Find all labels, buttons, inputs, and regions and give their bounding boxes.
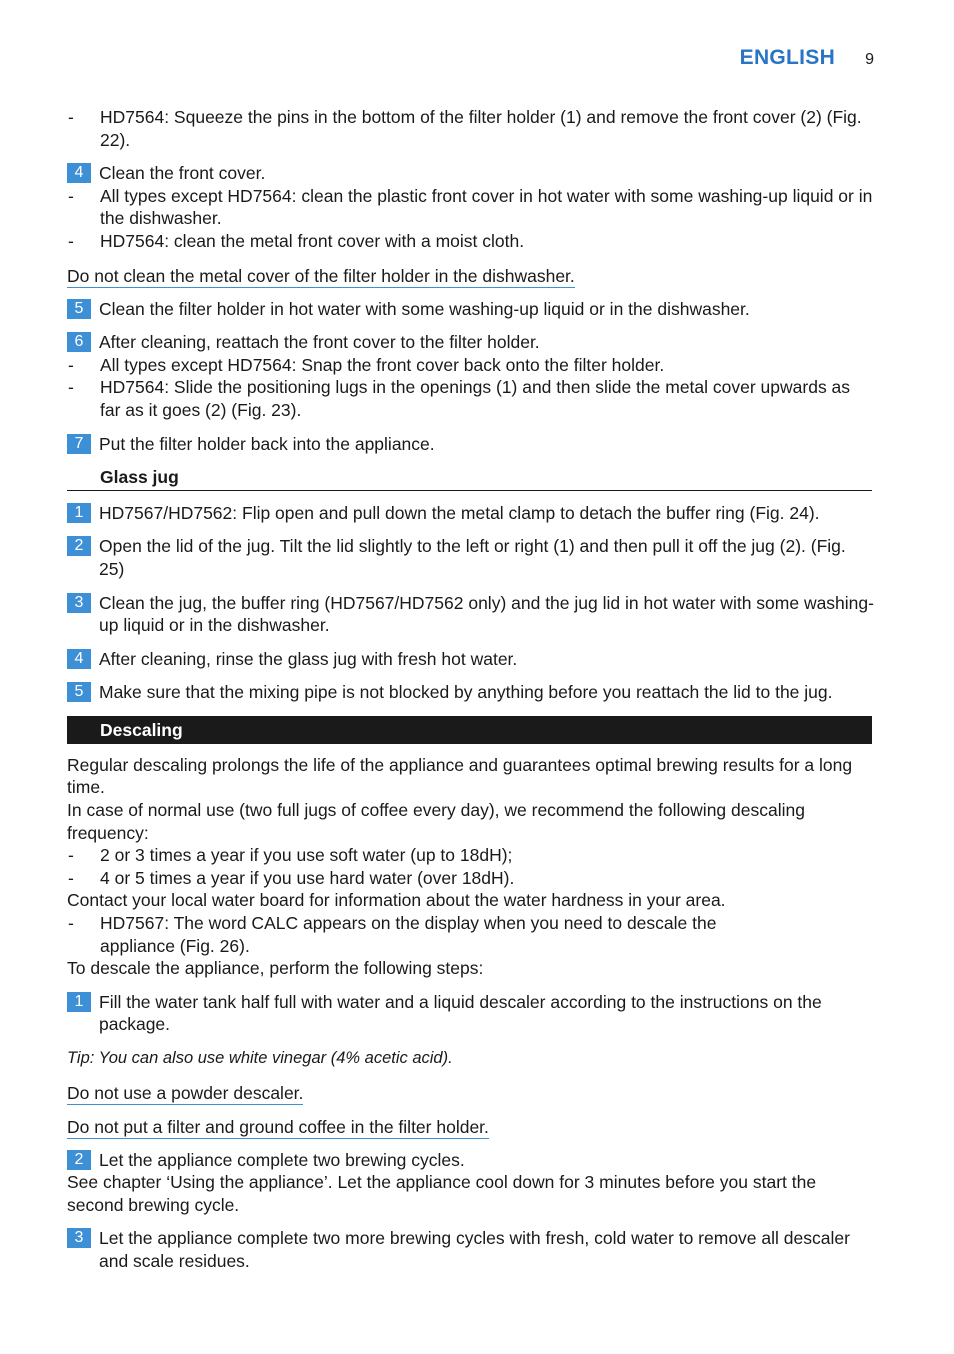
warning-note [67,265,875,287]
step-item [67,681,875,704]
step-number-badge: 4 [67,163,91,183]
warning-text: Do not use a powder descaler. [67,1082,304,1103]
bullet-text: All types except HD7564: Snap the front cover back onto the filter holder. [100,354,665,375]
bullet-item: - 2 or 3 times a year if you use soft water (up to 18dH); [67,844,875,867]
step-number-badge: 3 [67,1228,91,1248]
step-item [67,1227,875,1272]
subsection-title-glass-jug: Glass jug [67,466,872,491]
section-title-descaling: Descaling [67,716,872,744]
bullet-item: - 4 or 5 times a year if you use hard water (over 18dH). [67,867,875,890]
step-number-badge: 3 [67,593,91,613]
page-header [740,46,874,74]
step-item [67,648,875,671]
paragraph: In case of normal use (two full jugs of coffee every day), we recommend the following descaling frequency: [67,800,805,843]
bullet-item: - All types except HD7564: clean the plastic front cover in hot water with some washing-up liquid or in the dishwasher. [67,185,875,230]
bullet-item: - HD7564: clean the metal front cover with a moist cloth. [67,230,875,253]
step-text: Open the lid of the jug. Tilt the lid slightly to the left or right (1) and then pull it off the jug (2). (Fig. 25) [99,536,846,579]
step-text: Let the appliance complete two brewing cycles. [99,1149,465,1170]
bullet-item: - All types except HD7564: Snap the front cover back onto the filter holder. [67,354,875,377]
step-item [67,298,875,321]
step-number-badge: 5 [67,682,91,702]
bullet-text: HD7564: Slide the positioning lugs in the openings (1) and then slide the metal cover upwards as far as it goes (2) (Fig. 23). [100,377,851,420]
warning-note [67,1082,875,1104]
tip-note: Tip: You can also use white vinegar (4% acetic acid). [67,1049,453,1067]
step-text: Let the appliance complete two more brewing cycles with fresh, cold water to remove all descaler and scale residues. [99,1228,850,1271]
step-item [67,991,875,1036]
step-item [67,535,875,580]
step-number-badge: 6 [67,332,91,352]
warning-note [67,1116,875,1138]
step-number-badge: 2 [67,536,91,556]
bullet-text: All types except HD7564: clean the plastic front cover in hot water with some washing-up liquid or in the dishwasher. [100,185,873,229]
step-item [67,162,875,185]
step-text: Clean the filter holder in hot water with some washing-up liquid or in the dishwasher. [99,298,750,319]
step-number-badge: 1 [67,503,91,523]
paragraph: See chapter ‘Using the appliance’. Let the appliance cool down for 3 minutes before you start the second brewing cycle. [67,1172,817,1215]
paragraph: Regular descaling prolongs the life of the appliance and guarantees optimal brewing results for a long time. [67,754,853,798]
bullet-item: - HD7564: Slide the positioning lugs in the openings (1) and then slide the metal cover upwards as far as it goes (2) (Fig. 23). [67,376,875,421]
step-text: Clean the front cover. [99,163,266,184]
step-number-badge: 5 [67,299,91,319]
step-item [67,502,875,525]
paragraph: Contact your local water board for information about the water hardness in your area. [67,890,726,911]
page-number: 9 [865,51,874,68]
step-text: Put the filter holder back into the appliance. [99,433,435,454]
bullet-text: HD7567: The word CALC appears on the display when you need to descale the appliance (Fig. 26). [100,913,717,956]
step-item [67,331,875,354]
bullet-text: 4 or 5 times a year if you use hard water (over 18dH). [100,867,515,888]
bullet-text: 2 or 3 times a year if you use soft water (up to 18dH); [100,845,513,866]
page-content [67,106,875,1273]
bullet-text: HD7564: Squeeze the pins in the bottom of the filter holder (1) and remove the front cover (2) (Fig. 22). [100,107,862,150]
bullet-text: HD7564: clean the metal front cover with a moist cloth. [100,230,525,251]
step-text: Fill the water tank half full with water and a liquid descaler according to the instructions on the package. [99,991,822,1035]
language-label: ENGLISH [739,46,836,69]
bullet-item: - HD7564: Squeeze the pins in the bottom of the filter holder (1) and remove the front cover (2) (Fig. 22). [67,106,875,151]
warning-text: Do not put a filter and ground coffee in the filter holder. [67,1116,489,1137]
step-text: Clean the jug, the buffer ring (HD7567/HD7562 only) and the jug lid in hot water with some washing-up liquid or in the dishwasher. [99,592,874,636]
step-text: Make sure that the mixing pipe is not blocked by anything before you reattach the lid to the jug. [99,682,833,703]
paragraph: To descale the appliance, perform the following steps: [67,958,484,979]
warning-text: Do not clean the metal cover of the filter holder in the dishwasher. [67,265,575,286]
step-number-badge: 1 [67,992,91,1012]
step-number-badge: 2 [67,1150,91,1170]
step-number-badge: 7 [67,434,91,454]
step-number-badge: 4 [67,649,91,669]
step-text: After cleaning, reattach the front cover to the filter holder. [99,332,540,353]
step-text: After cleaning, rinse the glass jug with fresh hot water. [99,648,518,669]
step-item [67,592,875,637]
step-item [67,433,875,456]
step-text: HD7567/HD7562: Flip open and pull down the metal clamp to detach the buffer ring (Fig. 24). [99,502,820,523]
step-item [67,1149,875,1172]
bullet-item: - HD7567: The word CALC appears on the display when you need to descale the appliance (Fig. 26). [67,912,875,957]
